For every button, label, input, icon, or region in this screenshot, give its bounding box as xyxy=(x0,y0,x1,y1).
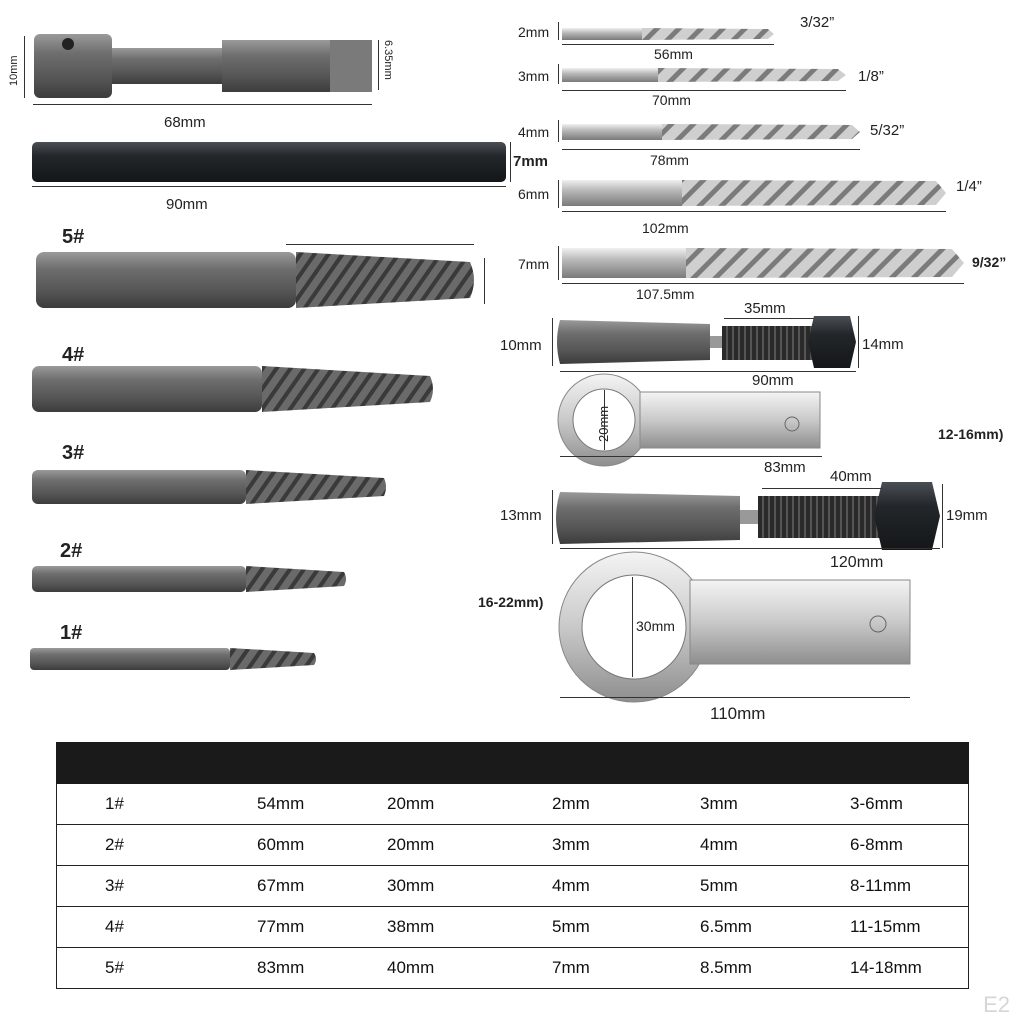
table-row xyxy=(56,825,969,866)
drill-dia-3mm: 3mm xyxy=(518,68,550,84)
table-cell: 4mm xyxy=(552,876,590,895)
nut-ring-large xyxy=(559,552,910,702)
extractor-label-1: 1# xyxy=(60,622,83,644)
watermark: E2 xyxy=(983,992,1010,1017)
guide-small-len: 90mm xyxy=(752,372,794,389)
guide-small-thread: 35mm xyxy=(744,300,786,317)
table-cell: 67mm xyxy=(257,876,305,895)
guide-large-thread: 40mm xyxy=(830,468,872,485)
guide-sleeve-large xyxy=(556,482,940,550)
guide-large-dia: 13mm xyxy=(500,507,542,524)
drill-inch-6mm: 1/4” xyxy=(956,178,982,195)
extractor-5 xyxy=(36,252,474,308)
ring-small-range: 12-16mm) xyxy=(938,426,1004,442)
drill-inch-4mm: 5/32” xyxy=(870,122,905,139)
table-cell: 5mm xyxy=(700,876,738,895)
ring-large-range: 16-22mm) xyxy=(478,594,544,610)
adapter-hex-label: 6.35mm xyxy=(382,40,394,80)
table-cell: 14-18mm xyxy=(850,958,922,977)
extractor-3 xyxy=(32,470,386,504)
extractor-4 xyxy=(32,366,433,412)
extractor-label-2: 2# xyxy=(60,540,83,562)
drill-inch-2mm: 3/32” xyxy=(800,14,835,31)
drill-bit-2mm xyxy=(562,28,774,40)
drill-len-3mm: 70mm xyxy=(652,92,691,108)
ring-small-inner: 20mm xyxy=(596,405,611,442)
spec-table xyxy=(56,742,969,989)
drill-inch-3mm: 1/8” xyxy=(858,68,884,85)
black-rod xyxy=(32,142,506,182)
table-cell: 54mm xyxy=(257,794,305,813)
adapter-diameter-label: 10mm xyxy=(8,55,20,86)
guide-sleeve-small xyxy=(557,316,856,368)
extractor-1 xyxy=(30,648,316,670)
table-cell: 1# xyxy=(105,794,124,813)
table-cell: 77mm xyxy=(257,917,305,936)
table-cell: 2mm xyxy=(552,794,590,813)
table-cell: 3-6mm xyxy=(850,794,903,813)
table-cell: 38mm xyxy=(387,917,435,936)
ring-large-inner: 30mm xyxy=(636,618,675,634)
table-row xyxy=(56,866,969,907)
guide-small-nut: 14mm xyxy=(862,336,904,353)
socket-adapter xyxy=(34,34,372,98)
drill-bit-7mm xyxy=(562,248,964,278)
table-cell: 3mm xyxy=(552,835,590,854)
ring-large-len: 110mm xyxy=(710,704,766,723)
table-row xyxy=(56,907,969,948)
table-cell: 3mm xyxy=(700,794,738,813)
table-cell: 8.5mm xyxy=(700,958,752,977)
drill-dia-7mm: 7mm xyxy=(518,256,550,272)
table-cell: 4mm xyxy=(700,835,738,854)
drill-dia-6mm: 6mm xyxy=(518,186,550,202)
extractor-label-4: 4# xyxy=(62,344,85,366)
table-cell: 20mm xyxy=(387,835,435,854)
table-row xyxy=(56,948,969,989)
drill-len-6mm: 102mm xyxy=(642,220,689,236)
table-cell: 6-8mm xyxy=(850,835,903,854)
ring-small-len: 83mm xyxy=(764,459,806,476)
guide-large-nut: 19mm xyxy=(946,507,988,524)
drill-len-2mm: 56mm xyxy=(654,46,693,62)
guide-small-dia: 10mm xyxy=(500,337,542,354)
table-cell: 83mm xyxy=(257,958,305,977)
table-cell: 3# xyxy=(105,876,124,895)
table-cell: 11-15mm xyxy=(850,917,921,936)
drill-dia-2mm: 2mm xyxy=(518,24,550,40)
table-cell: 40mm xyxy=(387,958,435,977)
table-cell: 60mm xyxy=(257,835,305,854)
spec-table-header xyxy=(56,742,969,784)
table-cell: 8-11mm xyxy=(850,876,912,895)
guide-large-len: 120mm xyxy=(830,554,884,571)
drill-len-4mm: 78mm xyxy=(650,152,689,168)
table-cell: 20mm xyxy=(387,794,435,813)
adapter-length-label: 68mm xyxy=(164,114,206,131)
table-cell: 5# xyxy=(105,958,124,977)
rod-length-label: 90mm xyxy=(166,196,208,213)
drill-bit-4mm xyxy=(562,124,860,140)
table-cell: 5mm xyxy=(552,917,590,936)
table-row xyxy=(56,784,969,825)
drill-len-7mm: 107.5mm xyxy=(636,286,695,302)
drill-bit-3mm xyxy=(562,68,846,82)
extractor-label-3: 3# xyxy=(62,442,85,464)
drill-bit-6mm xyxy=(562,180,946,206)
extractor-2 xyxy=(32,566,346,592)
table-cell: 30mm xyxy=(387,876,435,895)
table-cell: 6.5mm xyxy=(700,917,752,936)
table-cell: 4# xyxy=(105,917,124,936)
table-cell: 7mm xyxy=(552,958,590,977)
extractor-label-5: 5# xyxy=(62,226,85,248)
drill-inch-7mm: 9/32” xyxy=(972,254,1007,270)
rod-diameter-label: 7mm xyxy=(513,153,549,170)
table-cell: 2# xyxy=(105,835,124,854)
drill-dia-4mm: 4mm xyxy=(518,124,550,140)
